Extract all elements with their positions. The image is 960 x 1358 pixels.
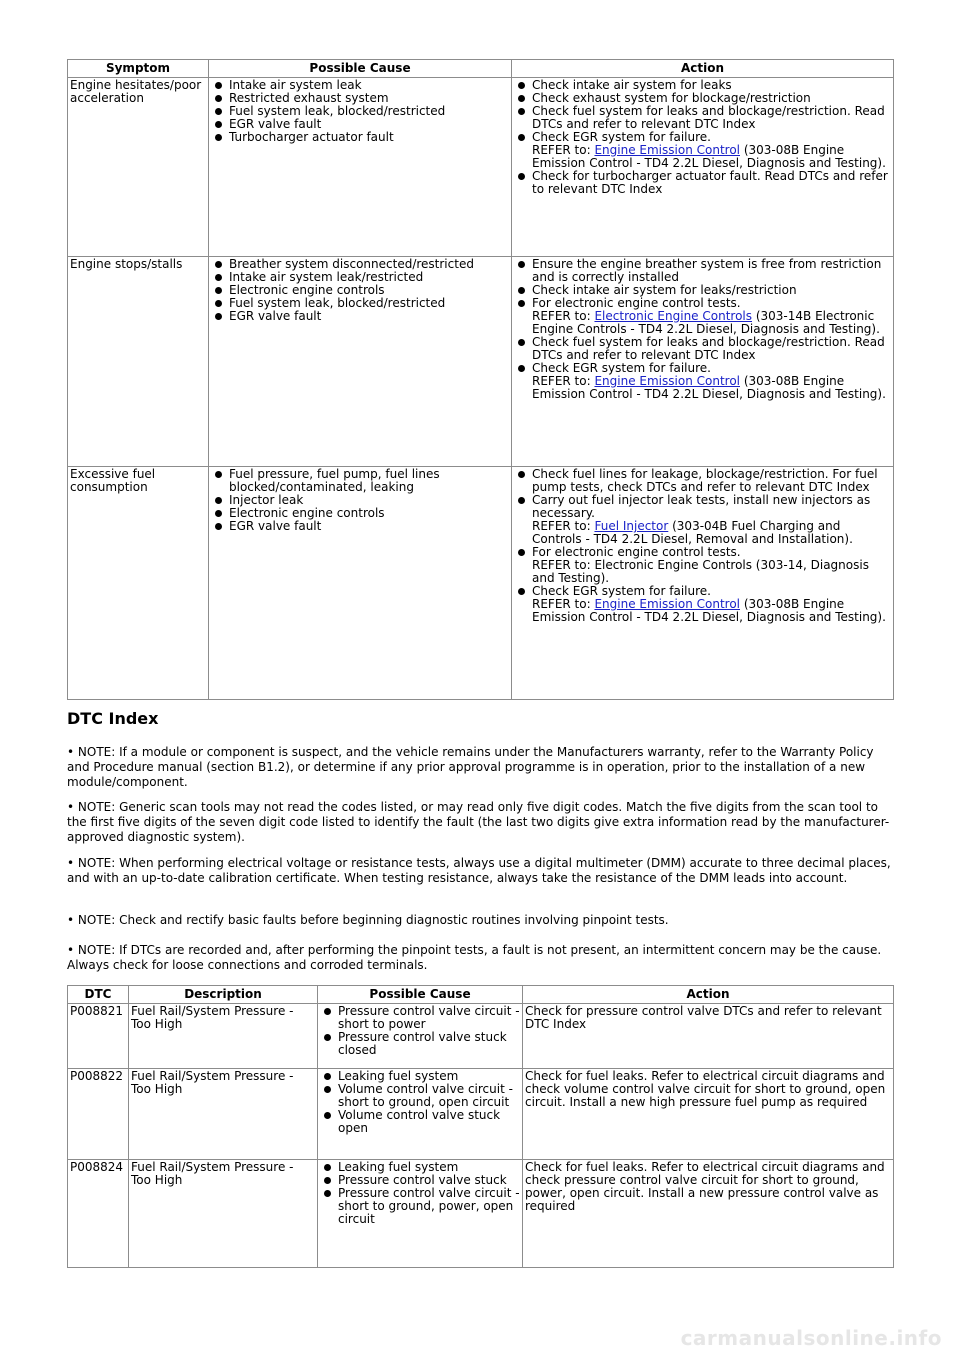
bullet-icon (518, 108, 525, 115)
action-text: Check intake air system for leaks/restriction (532, 283, 797, 297)
refer-suffix: (303-08B Engine Emission Control - TD4 2.2L Diesel, Diagnosis and Testing). (532, 374, 886, 401)
bullet-icon (215, 510, 222, 517)
refer-to-line (532, 520, 891, 546)
dtc-code-cell: P008824 (68, 1160, 129, 1268)
cause-item (211, 131, 509, 144)
dtc-cause-list (320, 1161, 520, 1226)
note-intermittent: • NOTE: If DTCs are recorded and, after performing the pinpoint tests, a fault is not present, an intermittent concern may be the cause. Always check for loose connections and corroded terminals. (67, 943, 882, 972)
header-dtc: DTC (68, 986, 129, 1004)
action-list (514, 258, 891, 401)
dtc-cause-cell (318, 1069, 523, 1160)
bullet-icon (518, 261, 525, 268)
action-text: Check exhaust system for blockage/restriction (532, 91, 811, 105)
header-description: Description (129, 986, 318, 1004)
dtc-row (68, 1004, 894, 1069)
bullet-icon (324, 1086, 331, 1093)
cause-item (211, 520, 509, 533)
symptom-row (68, 257, 894, 467)
dtc-cause-text: Volume control valve stuck open (338, 1108, 501, 1135)
action-item (514, 336, 891, 362)
possible-cause-cell (209, 467, 512, 700)
refer-to-line (532, 559, 891, 585)
bullet-icon (518, 95, 525, 102)
cause-text: EGR valve fault (229, 309, 322, 323)
action-cell (512, 467, 894, 700)
symptom-row (68, 78, 894, 257)
cause-text: Intake air system leak (229, 78, 362, 92)
dtc-cause-item (320, 1083, 520, 1109)
possible-cause-cell (209, 257, 512, 467)
action-item (514, 131, 891, 170)
cause-text: Fuel pressure, fuel pump, fuel lines blocked/contaminated, leaking (229, 467, 440, 494)
refer-prefix: REFER to: Electronic Engine Controls (303-14, Diagnosis and Testing). (532, 558, 869, 585)
action-text: Check fuel lines for leakage, blockage/restriction. For fuel pump tests, check DTCs and refer to relevant DTC Index (532, 467, 878, 494)
bullet-icon (215, 108, 222, 115)
cause-text: Turbocharger actuator fault (229, 130, 394, 144)
dtc-cause-text: Pressure control valve circuit - short to ground, power, open circuit (338, 1186, 520, 1226)
dtc-row (68, 1069, 894, 1160)
dtc-cause-text: Volume control valve circuit - short to ground, open circuit (338, 1082, 513, 1109)
dtc-cause-text: Leaking fuel system (338, 1069, 459, 1083)
bullet-icon (215, 313, 222, 320)
action-text: Check fuel system for leaks and blockage/restriction. Read DTCs and refer to relevant DTC Index (532, 104, 885, 131)
note-warranty: • NOTE: If a module or component is suspect, and the vehicle remains under the Manufacturers warranty, refer to the Warranty Policy and Procedure manual (section B1.2), or determine if any prior approval programme is in operation, prior to the installation of a new module/component. (67, 745, 874, 789)
action-text: Check for turbocharger actuator fault. Read DTCs and refer to relevant DTC Index (532, 169, 888, 196)
refer-suffix: (303-08B Engine Emission Control - TD4 2.2L Diesel, Diagnosis and Testing). (532, 143, 886, 170)
bullet-icon (324, 1190, 331, 1197)
bullet-icon (215, 134, 222, 141)
bullet-icon (215, 287, 222, 294)
bullet-icon (215, 497, 222, 504)
refer-link[interactable]: Engine Emission Control (594, 374, 740, 388)
dtc-action-cell: Check for fuel leaks. Refer to electrical circuit diagrams and check pressure control valve circuit for short to ground, power, open circuit. Install a new pressure control valve as required (523, 1160, 894, 1268)
watermark-logo: carmanualsonline.info (680, 1326, 942, 1350)
cause-list (211, 468, 509, 533)
cause-item (211, 310, 509, 323)
action-text: For electronic engine control tests. (532, 296, 741, 310)
cause-text: Fuel system leak, blocked/restricted (229, 296, 446, 310)
dtc-description-cell: Fuel Rail/System Pressure - Too High (129, 1069, 318, 1160)
cause-text: Breather system disconnected/restricted (229, 257, 474, 271)
dtc-cause-text: Pressure control valve stuck (338, 1173, 507, 1187)
refer-link[interactable]: Engine Emission Control (594, 143, 740, 157)
action-text: Check fuel system for leaks and blockage/restriction. Read DTCs and refer to relevant DTC Index (532, 335, 885, 362)
refer-link[interactable]: Electronic Engine Controls (594, 309, 753, 323)
dtc-cause-item (320, 1109, 520, 1135)
cause-list (211, 258, 509, 323)
bullet-icon (215, 523, 222, 530)
cause-text: EGR valve fault (229, 519, 322, 533)
symptom-cell: Engine hesitates/poor acceleration (68, 78, 209, 257)
dtc-action-cell: Check for pressure control valve DTCs and refer to relevant DTC Index (523, 1004, 894, 1069)
action-text: Check EGR system for failure. (532, 361, 711, 375)
dtc-cause-list (320, 1005, 520, 1057)
possible-cause-cell (209, 78, 512, 257)
symptom-table (67, 59, 894, 700)
dtc-table-header (68, 986, 894, 1004)
refer-prefix: REFER to: (532, 309, 595, 323)
dtc-cause-cell (318, 1160, 523, 1268)
refer-prefix: REFER to: (532, 374, 595, 388)
cause-text: Fuel system leak, blocked/restricted (229, 104, 446, 118)
action-item (514, 546, 891, 585)
bullet-icon (518, 173, 525, 180)
refer-prefix: REFER to: (532, 597, 595, 611)
action-text: Carry out fuel injector leak tests, install new injectors as necessary. (532, 493, 871, 520)
bullet-icon (518, 471, 525, 478)
action-text: Check EGR system for failure. (532, 584, 711, 598)
bullet-icon (518, 588, 525, 595)
refer-link[interactable]: Engine Emission Control (594, 597, 740, 611)
dtc-cause-text: Leaking fuel system (338, 1160, 459, 1174)
cause-item (211, 468, 509, 494)
dtc-description-cell: Fuel Rail/System Pressure - Too High (129, 1004, 318, 1069)
dtc-table (67, 985, 894, 1268)
action-item (514, 105, 891, 131)
header-action: Action (523, 986, 894, 1004)
bullet-icon (324, 1008, 331, 1015)
refer-prefix: REFER to: (532, 143, 595, 157)
bullet-icon (215, 121, 222, 128)
dtc-cause-text: Pressure control valve stuck closed (338, 1030, 507, 1057)
symptom-cell: Engine stops/stalls (68, 257, 209, 467)
action-text: Ensure the engine breather system is free from restriction and is correctly installed (532, 257, 882, 284)
bullet-icon (215, 300, 222, 307)
bullet-icon (518, 300, 525, 307)
action-item (514, 297, 891, 336)
header-symptom: Symptom (68, 60, 209, 78)
bullet-icon (324, 1177, 331, 1184)
refer-prefix: REFER to: (532, 519, 595, 533)
action-text: Check intake air system for leaks (532, 78, 732, 92)
action-item (514, 468, 891, 494)
refer-suffix: (303-14B Electronic Engine Controls - TD4 2.2L Diesel, Diagnosis and Testing). (532, 309, 880, 336)
dtc-row (68, 1160, 894, 1268)
header-possible-cause: Possible Cause (318, 986, 523, 1004)
bullet-icon (215, 471, 222, 478)
bullet-icon (518, 497, 525, 504)
refer-suffix: (303-04B Fuel Charging and Controls - TD4 2.2L Diesel, Removal and Installation). (532, 519, 853, 546)
cause-text: Intake air system leak/restricted (229, 270, 424, 284)
cause-list (211, 79, 509, 144)
symptom-cell: Excessive fuel consumption (68, 467, 209, 700)
bullet-icon (324, 1073, 331, 1080)
bullet-icon (215, 274, 222, 281)
dtc-index-heading: DTC Index (67, 709, 159, 728)
bullet-icon (518, 134, 525, 141)
dtc-cause-item (320, 1031, 520, 1057)
bullet-icon (215, 82, 222, 89)
action-text: Check EGR system for failure. (532, 130, 711, 144)
dtc-action-cell: Check for fuel leaks. Refer to electrical circuit diagrams and check volume control valve circuit for short to ground, open circuit. Install a new high pressure fuel pump as required (523, 1069, 894, 1160)
refer-link[interactable]: Fuel Injector (594, 519, 669, 533)
bullet-icon (518, 82, 525, 89)
action-item (514, 258, 891, 284)
action-list (514, 468, 891, 624)
symptom-table-header (68, 60, 894, 78)
action-cell (512, 257, 894, 467)
bullet-icon (324, 1112, 331, 1119)
refer-to-line (532, 310, 891, 336)
action-cell (512, 78, 894, 257)
dtc-cause-item (320, 1005, 520, 1031)
cause-text: EGR valve fault (229, 117, 322, 131)
action-item (514, 494, 891, 546)
bullet-icon (324, 1164, 331, 1171)
action-list (514, 79, 891, 196)
cause-text: Electronic engine controls (229, 283, 385, 297)
cause-text: Injector leak (229, 493, 304, 507)
dtc-description-cell: Fuel Rail/System Pressure - Too High (129, 1160, 318, 1268)
refer-to-line (532, 375, 891, 401)
note-electrical-tests: • NOTE: When performing electrical voltage or resistance tests, always use a digital multimeter (DMM) accurate to three decimal places, and with an up-to-date calibration certificate. When testing resistance, always take the resistance of the DMM leads into account. (67, 856, 891, 885)
action-item (514, 585, 891, 624)
action-item (514, 362, 891, 401)
refer-to-line (532, 144, 891, 170)
cause-text: Electronic engine controls (229, 506, 385, 520)
dtc-code-cell: P008821 (68, 1004, 129, 1069)
header-action: Action (512, 60, 894, 78)
bullet-icon (215, 95, 222, 102)
note-basic-faults: • NOTE: Check and rectify basic faults before beginning diagnostic routines involving pinpoint tests. (67, 913, 669, 927)
refer-to-line (532, 598, 891, 624)
cause-text: Restricted exhaust system (229, 91, 389, 105)
note-generic-scan-tools: • NOTE: Generic scan tools may not read the codes listed, or may read only five digit codes. Match the five digits from the scan tool to the first five digits of the seven digit code listed to identify the fault (the last two digits give extra information read by the manufacturer-approved diagnostic system). (67, 800, 890, 844)
bullet-icon (324, 1034, 331, 1041)
refer-suffix: (303-08B Engine Emission Control - TD4 2.2L Diesel, Diagnosis and Testing). (532, 597, 886, 624)
action-text: For electronic engine control tests. (532, 545, 741, 559)
bullet-icon (518, 287, 525, 294)
dtc-cause-list (320, 1070, 520, 1135)
header-possible-cause: Possible Cause (209, 60, 512, 78)
dtc-cause-item (320, 1187, 520, 1226)
bullet-icon (518, 339, 525, 346)
dtc-code-cell: P008822 (68, 1069, 129, 1160)
dtc-cause-text: Pressure control valve circuit - short to power (338, 1004, 520, 1031)
action-item (514, 170, 891, 196)
bullet-icon (518, 549, 525, 556)
symptom-row (68, 467, 894, 700)
dtc-cause-cell (318, 1004, 523, 1069)
bullet-icon (518, 365, 525, 372)
bullet-icon (215, 261, 222, 268)
